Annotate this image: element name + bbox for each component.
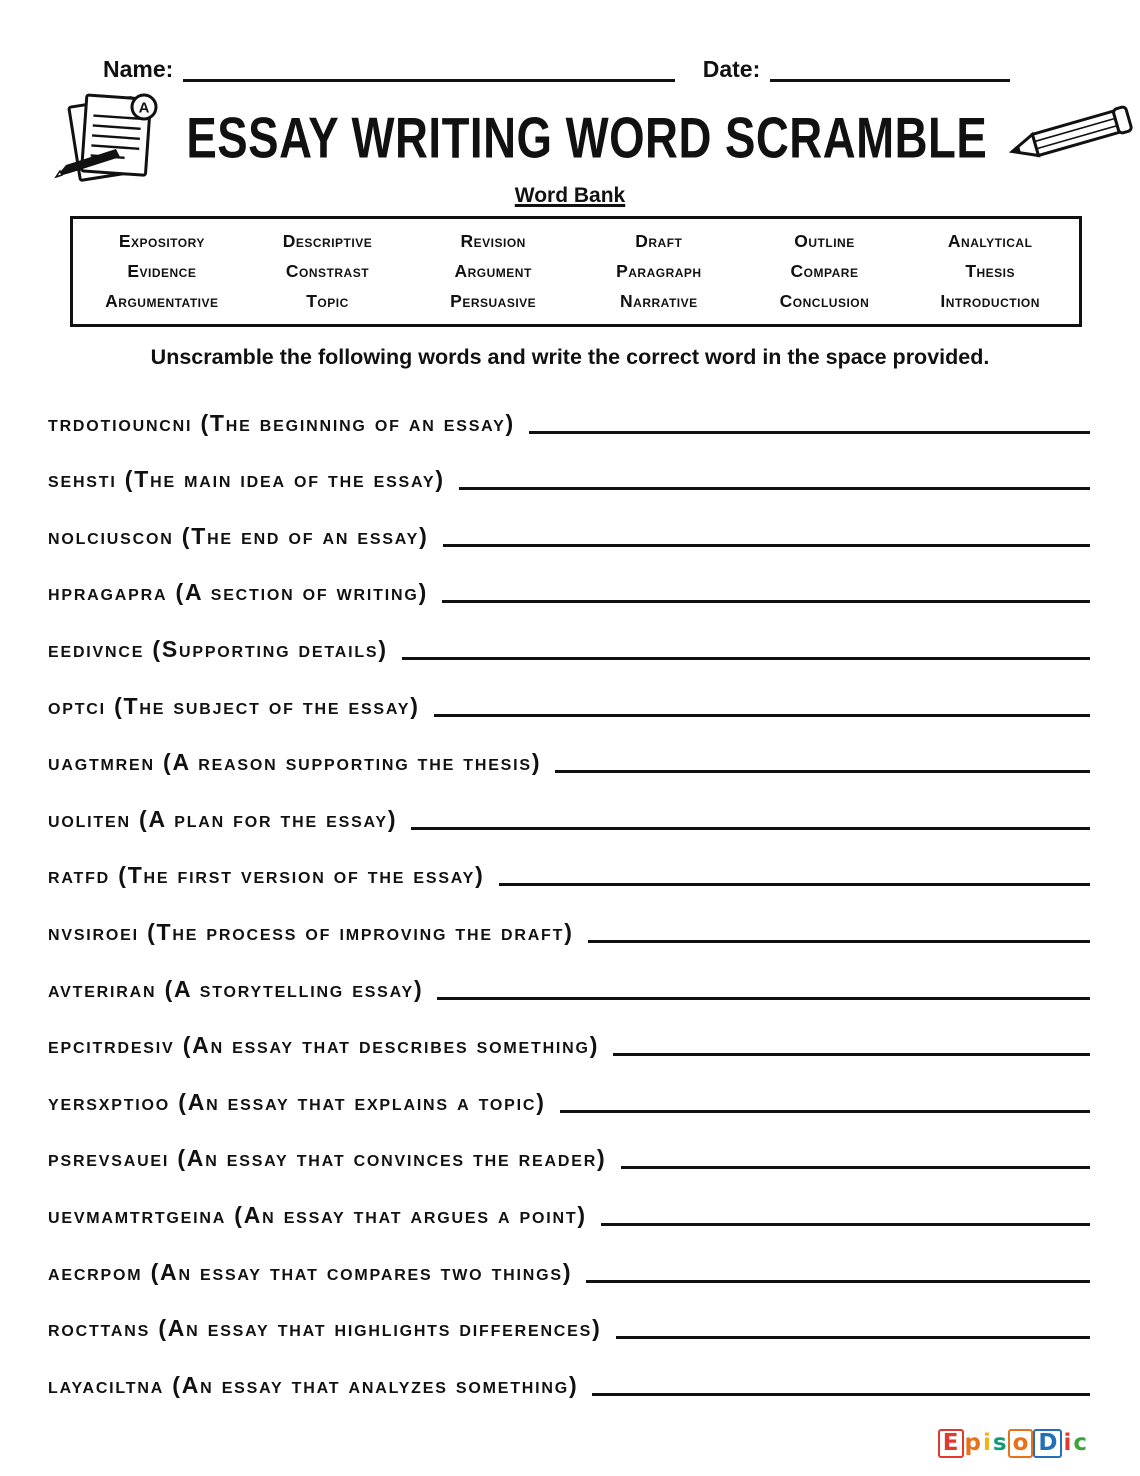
scramble-item — [48, 776, 1090, 833]
svg-text:A: A — [138, 99, 150, 117]
answer-blank — [616, 1336, 1090, 1339]
scramble-item — [48, 1172, 1090, 1229]
word-bank-box — [70, 216, 1082, 327]
word-bank-word: Argument — [454, 261, 532, 281]
answer-blank — [621, 1166, 1090, 1169]
scramble-item — [48, 1342, 1090, 1399]
answer-blank — [555, 770, 1090, 773]
answer-blank — [613, 1053, 1090, 1056]
word-bank-heading: Word Bank — [514, 184, 626, 207]
scramble-text: eedivnce (Supporting details) — [48, 635, 388, 662]
word-bank-word: Thesis — [965, 261, 1016, 281]
scramble-item — [48, 833, 1090, 890]
scramble-text: yersxptioo (An essay that explains a topic) — [48, 1088, 546, 1115]
scramble-text: trdotiouncni (The beginning of an essay) — [48, 409, 515, 436]
word-bank-word: Analytical — [947, 231, 1033, 251]
logo-letter: c — [1073, 1429, 1087, 1456]
word-bank-word: Revision — [460, 231, 526, 251]
logo-letter: p — [964, 1429, 981, 1456]
answer-blank — [529, 431, 1090, 434]
scramble-text: psrevsauei (An essay that convinces the reader) — [48, 1145, 607, 1172]
scramble-item — [48, 889, 1090, 946]
answer-blank — [560, 1110, 1090, 1113]
scramble-item — [48, 550, 1090, 607]
page-title: ESSAY WRITING WORD SCRAMBLE — [186, 105, 988, 170]
scramble-list — [0, 370, 1140, 1399]
scramble-item — [48, 1229, 1090, 1286]
date-blank-line — [770, 58, 1010, 82]
pencil-icon — [1000, 96, 1140, 179]
word-bank-word: Narrative — [620, 291, 698, 311]
answer-blank — [499, 883, 1090, 886]
scramble-text: avteriran (A storytelling essay) — [48, 975, 424, 1002]
instructions-text: Unscramble the following words and write the correct word in the space provided. — [150, 345, 990, 369]
logo-letter: D — [1033, 1429, 1062, 1458]
answer-blank — [459, 487, 1090, 490]
scramble-item — [48, 720, 1090, 777]
word-bank-word: Argumentative — [105, 291, 219, 311]
scramble-text: epcitrdesiv (An essay that describes something) — [48, 1032, 600, 1059]
answer-blank — [601, 1223, 1090, 1226]
scramble-item — [48, 663, 1090, 720]
scramble-item — [48, 1286, 1090, 1343]
scramble-item — [48, 1059, 1090, 1116]
scramble-text: nolciuscon (The end of an essay) — [48, 522, 429, 549]
word-bank-word: Evidence — [127, 261, 197, 281]
logo-letter: i — [982, 1429, 991, 1456]
episodic-logo — [938, 1429, 1088, 1458]
name-blank-line — [183, 58, 674, 82]
word-bank-word: Conclusion — [779, 291, 870, 311]
logo-letter: s — [992, 1429, 1007, 1456]
word-bank-word: Introduction — [940, 291, 1040, 311]
name-date-row — [0, 0, 1140, 83]
scramble-item — [48, 1116, 1090, 1173]
scramble-item — [48, 380, 1090, 437]
date-label: Date: — [702, 56, 761, 82]
answer-blank — [434, 714, 1090, 717]
word-bank-word: Draft — [635, 231, 683, 251]
logo-letter: o — [1008, 1429, 1034, 1458]
word-bank-word: Expository — [118, 231, 205, 251]
scramble-text: ratfd (The first version of the essay) — [48, 862, 485, 889]
answer-blank — [411, 827, 1090, 830]
scramble-item — [48, 1003, 1090, 1060]
name-label: Name: — [103, 56, 174, 82]
scramble-item — [48, 437, 1090, 494]
answer-blank — [592, 1393, 1090, 1396]
logo-letter: E — [938, 1429, 964, 1458]
scramble-text: uoliten (A plan for the essay) — [48, 805, 398, 832]
scramble-text: uevmamtrtgeina (An essay that argues a point) — [48, 1201, 587, 1228]
word-bank-word: Topic — [306, 291, 349, 311]
answer-blank — [586, 1280, 1090, 1283]
answer-blank — [443, 544, 1090, 547]
scramble-text: optci (The subject of the essay) — [48, 692, 420, 719]
scramble-text: sehsti (The main idea of the essay) — [48, 466, 445, 493]
answer-blank — [402, 657, 1090, 660]
scramble-text: nvsiroei (The process of improving the draft) — [48, 918, 574, 945]
word-bank-word: Descriptive — [282, 231, 373, 251]
scramble-text: hpragapra (A section of writing) — [48, 579, 429, 606]
scramble-text: layaciltna (An essay that analyzes something) — [48, 1371, 579, 1398]
word-bank-word: Persuasive — [450, 291, 537, 311]
scramble-text: uagtmren (A reason supporting the thesis) — [48, 749, 542, 776]
logo-letter: i — [1063, 1429, 1072, 1456]
word-bank-word: Paragraph — [616, 261, 702, 281]
word-bank-word: Outline — [794, 231, 855, 251]
word-bank-word: Constrast — [285, 261, 370, 281]
answer-blank — [437, 997, 1090, 1000]
scramble-item — [48, 946, 1090, 1003]
scramble-text: aecrpom (An essay that compares two things) — [48, 1258, 573, 1285]
title-row — [0, 83, 1140, 188]
scramble-text: rocttans (An essay that highlights differences) — [48, 1315, 602, 1342]
scramble-item — [48, 606, 1090, 663]
papers-and-pen-icon — [52, 87, 174, 188]
answer-blank — [588, 940, 1090, 943]
scramble-item — [48, 493, 1090, 550]
answer-blank — [442, 600, 1090, 603]
word-bank-word: Compare — [790, 261, 859, 281]
